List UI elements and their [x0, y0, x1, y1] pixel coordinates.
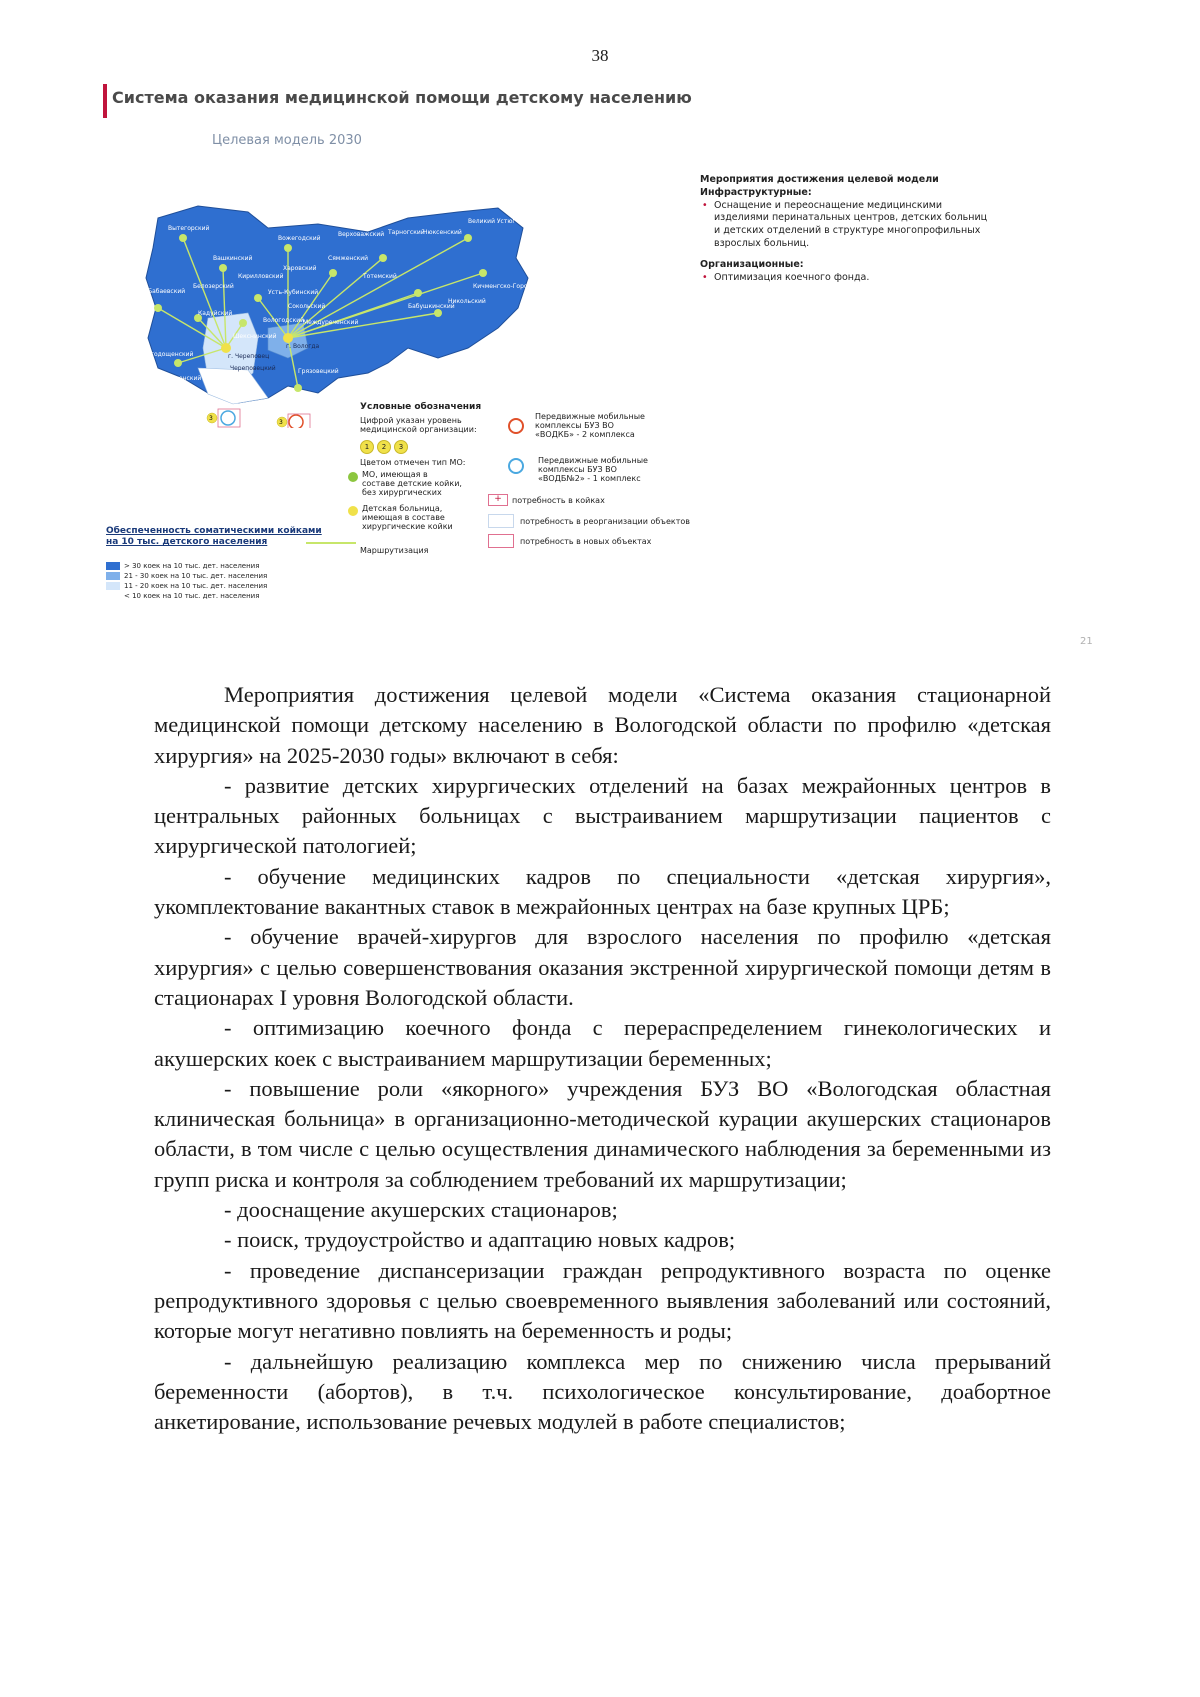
- label-cherepovetsky: Череповецкий: [230, 365, 276, 372]
- intro-paragraph: Мероприятия достижения целевой модели «Система оказания стационарной медицинской помощи детскому населению в Вологодской области по профилю «детская хирургия» на 2025-2030 годы» включают в себя:: [154, 682, 1051, 768]
- label-nyuksensky: Нюксенский: [423, 229, 462, 236]
- measure-item: - проведение диспансеризации граждан репродуктивного возраста по оценке репродуктивного здоровья с целью своевременного выявления заболеваний или состояний, которые могут негативно повлиять на беременность и роды;: [154, 1257, 1051, 1344]
- region-map: [138, 198, 558, 428]
- label-vologda: г. Вологда: [286, 343, 320, 350]
- label-kirillovsky: Кирилловский: [238, 273, 284, 280]
- mobile-blue-marker: [221, 411, 235, 425]
- need-beds-icon: +: [488, 494, 508, 506]
- measures-panel: [700, 174, 990, 293]
- green-dot-icon: [348, 472, 358, 482]
- label-ust-kubinsky: Усть-Кубинский: [268, 289, 319, 296]
- legend-type-caption: Цветом отмечен тип МО:: [360, 458, 466, 467]
- label-mezhdurechensky: Междуреченский: [303, 319, 359, 326]
- legend-green-label: МО, имеющая в составе детские койки, без хирургических: [362, 470, 462, 497]
- measure-item: - дальнейшую реализацию комплекса мер по снижению числа прерываний беременности (абортов), в т.ч. психологическое консультирование, доабортное анкетирование, использование речевых модулей в работе специалистов;: [154, 1348, 1051, 1435]
- slide-subtitle: Целевая модель 2030: [212, 133, 362, 148]
- measure-item: - обучение медицинских кадров по специальности «детская хирургия», укомплектование вакантных ставок в межрайонных центрах на базе крупных ЦРБ;: [154, 863, 1051, 920]
- label-sokolsky: Сокольский: [288, 303, 326, 310]
- page-number: 38: [591, 46, 609, 65]
- label-kaduysky: Кадуйский: [198, 310, 233, 317]
- infra-list: [700, 200, 990, 251]
- label-ustyuzhensky: Устюженский: [158, 375, 202, 382]
- legend-mobile-red: Передвижные мобильные комплексы БУЗ ВО «ВОДКБ» - 2 комплекса: [535, 412, 645, 439]
- level-2-marker: 2: [377, 440, 391, 454]
- legend-title: Условные обозначения: [360, 402, 482, 412]
- label-kichmengsky: Кичменгско-Городецкий: [473, 283, 551, 290]
- slide-title: Система оказания медицинской помощи детскому населению: [112, 88, 692, 107]
- label-kharovsky: Харовский: [283, 265, 317, 272]
- label-babushkinsky: Бабушкинский: [408, 303, 455, 310]
- measure-item: - повышение роли «якорного» учреждения БУЗ ВО «Вологодская областная клиническая больница» в организационно-методической курации акушерских стационаров области, в том числе с целью осуществления динамического наблюдения за беременными из групп риска и контроля за соблюдением требований их маршрутизации;: [154, 1075, 1051, 1192]
- measure-item: - оптимизацию коечного фонда с перераспределением гинекологических и акушерских коек с выстраиванием маршрутизации беременных;: [154, 1015, 1051, 1071]
- level-marker-right-text: 3: [279, 419, 283, 426]
- label-velikoustyugsky: Великий Устюг: [468, 218, 516, 225]
- supply-swatch: [106, 572, 120, 580]
- infra-item: • Оснащение и переоснащение медицинскими изделиями перинатальных центров, детских больниц и детских отделений в структуре многопрофильных взрослых больниц.: [700, 200, 990, 251]
- label-vashkinsky: Вашкинский: [213, 255, 253, 262]
- supply-row: [106, 562, 326, 570]
- org-heading: Организационные:: [700, 258, 804, 270]
- measure-item: - поиск, трудоустройство и адаптацию новых кадров;: [224, 1227, 736, 1253]
- measure-item: - развитие детских хирургических отделений на базах межрайонных центров в центральных районных больницах с выстраиванием маршрутизации пациентов с хирургической патологией;: [154, 772, 1051, 859]
- measures-heading: Мероприятия достижения целевой модели: [700, 174, 939, 185]
- label-vologodsky: Вологодский: [263, 317, 304, 324]
- org-list: [700, 272, 990, 285]
- mobile-red-icon: [508, 418, 524, 434]
- measure-item: - дооснащение акушерских стационаров;: [224, 1197, 618, 1223]
- level-1-marker: 1: [360, 440, 374, 454]
- map-legend: [360, 402, 720, 572]
- supply-row: [106, 582, 326, 590]
- label-babaevsky: Бабаевский: [148, 288, 186, 295]
- label-gryazovetsky: Грязовецкий: [298, 368, 339, 375]
- slide-number: 21: [1080, 636, 1093, 647]
- level-3-marker: 3: [394, 440, 408, 454]
- supply-row: [106, 572, 326, 580]
- supply-swatch: [106, 582, 120, 590]
- mobile-red-marker: [289, 415, 303, 428]
- legend-levels: [360, 440, 411, 454]
- label-belozersky: Белозерский: [193, 283, 234, 290]
- supply-label: 21 - 30 коек на 10 тыс. дет. населения: [124, 571, 268, 580]
- legend-routing-label: Маршрутизация: [360, 546, 429, 555]
- supply-label: < 10 коек на 10 тыс. дет. населения: [124, 591, 260, 600]
- measure-item: - обучение врачей-хирургов для взрослого населения по профилю «детская хирургия» с целью совершенствования оказания экстренной хирургической помощи детям в стационарах I уровня Вологодской области.: [154, 924, 1051, 1010]
- label-cherepovets: г. Череповец: [228, 353, 270, 360]
- supply-legend: [106, 526, 326, 600]
- supply-title: Обеспеченность соматическими койками на 10 тыс. детского населения: [106, 526, 322, 547]
- label-verkhovazhsky: Верховажский: [338, 231, 385, 238]
- mobile-blue-icon: [508, 458, 524, 474]
- label-totemsky: Тотемский: [363, 273, 397, 280]
- yellow-dot-icon: [348, 506, 358, 516]
- title-accent-bar: [103, 84, 107, 118]
- supply-label: > 30 коек на 10 тыс. дет. населения: [124, 561, 260, 570]
- level-marker-left-text: 3: [209, 415, 213, 422]
- legend-level-caption: Цифрой указан уровень медицинской организации:: [360, 416, 477, 434]
- supply-row: [106, 592, 326, 600]
- org-item: • Оптимизация коечного фонда.: [700, 272, 990, 285]
- supply-swatch: [106, 592, 120, 600]
- label-tarnogsky: Тарногский: [388, 229, 425, 236]
- supply-swatch: [106, 562, 120, 570]
- label-nikolsky: Никольский: [448, 298, 486, 305]
- legend-mobile-blue: Передвижные мобильные комплексы БУЗ ВО «ВОДБ№2» - 1 комплекс: [538, 456, 648, 483]
- supply-label: 11 - 20 коек на 10 тыс. дет. населения: [124, 581, 268, 590]
- slide-figure: [98, 78, 1098, 658]
- legend-yellow-label: Детская больница, имеющая в составе хирургические койки: [362, 504, 453, 531]
- label-syamzhensky: Сямженский: [328, 255, 369, 262]
- label-chagodoshchensky: Чагодощенский: [143, 351, 194, 358]
- label-vytegorsky: Вытегорский: [168, 225, 210, 232]
- legend-need-beds: потребность в койках: [512, 496, 605, 505]
- legend-need-reorg: потребность в реорганизации объектов: [520, 517, 690, 526]
- legend-need-new: потребность в новых объектах: [520, 537, 652, 546]
- label-sheksninsky: Шекснинский: [233, 333, 277, 340]
- need-reorg-icon: [488, 514, 514, 528]
- label-vozhegodsky: Вожегодский: [278, 235, 321, 242]
- infra-heading: Инфраструктурные:: [700, 186, 812, 198]
- need-new-icon: [488, 534, 514, 548]
- body-text: [154, 680, 1051, 1437]
